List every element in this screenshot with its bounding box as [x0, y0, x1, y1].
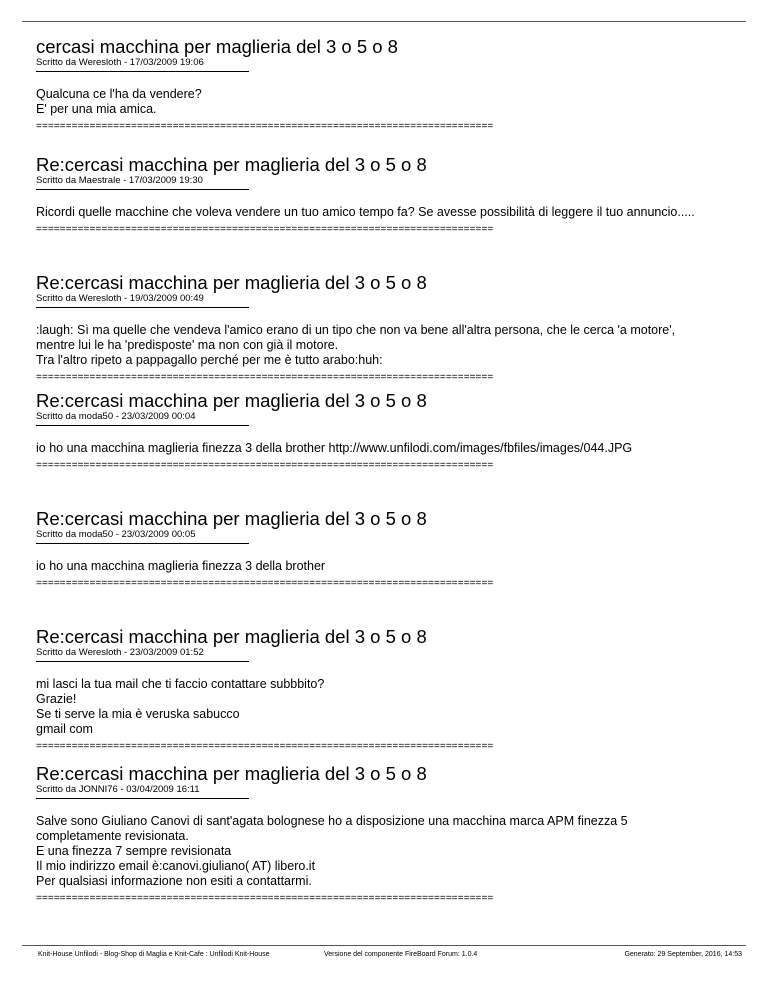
- post-meta: Scritto da JONNI76 - 03/04/2009 16:11: [36, 784, 200, 795]
- post-title: Re:cercasi macchina per maglieria del 3 o 5 o 8: [36, 508, 427, 529]
- post-body-line: Ricordi quelle macchine che voleva vendere un tuo amico tempo fa? Se avesse possibilità di leggere il tuo annuncio.....: [36, 205, 695, 219]
- post-body-line: Tra l'altro ripeto a pappagallo perché per me è tutto arabo:huh:: [36, 353, 383, 367]
- post-body-line: Qualcuna ce l'ha da vendere?: [36, 87, 202, 101]
- post-meta: Scritto da Maestrale - 17/03/2009 19:30: [36, 175, 203, 186]
- post: [36, 763, 736, 904]
- post-divider: [36, 425, 249, 426]
- post-body: [36, 205, 736, 220]
- post-body-line: completamente revisionata.: [36, 829, 189, 843]
- post-title: Re:cercasi macchina per maglieria del 3 o 5 o 8: [36, 390, 427, 411]
- post: [36, 391, 736, 509]
- post-title: Re:cercasi macchina per maglieria del 3 o 5 o 8: [36, 272, 427, 293]
- post-body: [36, 441, 736, 456]
- post-meta: Scritto da moda50 - 23/03/2009 00:04: [36, 411, 196, 422]
- post-meta: Scritto da moda50 - 23/03/2009 00:05: [36, 529, 196, 540]
- post-body-line: io ho una macchina maglieria finezza 3 della brother: [36, 559, 326, 573]
- post: [36, 273, 736, 391]
- post-body: [36, 814, 736, 889]
- post-body: [36, 323, 736, 368]
- post: [36, 509, 736, 627]
- post-meta: Scritto da Weresloth - 23/03/2009 01:52: [36, 647, 204, 658]
- post-list: [36, 36, 736, 904]
- post-divider: [36, 543, 249, 544]
- post-body-line: E una finezza 7 sempre revisionata: [36, 844, 232, 858]
- post: [36, 627, 736, 764]
- post-separator: =============================================================================: [36, 121, 494, 132]
- post-meta: Scritto da Weresloth - 17/03/2009 19:06: [36, 57, 204, 68]
- post-body: [36, 87, 736, 117]
- post-divider: [36, 661, 249, 662]
- post-separator: =============================================================================: [36, 741, 494, 752]
- post-title: Re:cercasi macchina per maglieria del 3 o 5 o 8: [36, 154, 427, 175]
- post-separator: =============================================================================: [36, 372, 494, 383]
- post-body-line: Salve sono Giuliano Canovi di sant'agata bolognese ho a disposizione una macchina marca APM finezza 5: [36, 814, 628, 828]
- post-title: Re:cercasi macchina per maglieria del 3 o 5 o 8: [36, 763, 427, 784]
- post-body-line: :laugh: Sì ma quelle che vendeva l'amico erano di un tipo che non va bene all'altra persona, che le cerca 'a motore',: [36, 323, 676, 337]
- post-body-line: mi lasci la tua mail che ti faccio contattare subbbito?: [36, 677, 325, 691]
- post-body-line: Per qualsiasi informazione non esiti a contattarmi.: [36, 874, 312, 888]
- post-body: [36, 559, 736, 574]
- post-separator: =============================================================================: [36, 893, 494, 904]
- post-body: [36, 677, 736, 737]
- post-body-line: Se ti serve la mia è veruska sabucco: [36, 707, 240, 721]
- post-title: Re:cercasi macchina per maglieria del 3 o 5 o 8: [36, 626, 427, 647]
- bottom-rule: [22, 945, 746, 946]
- post-title: cercasi macchina per maglieria del 3 o 5 o 8: [36, 36, 398, 57]
- post-meta: Scritto da Weresloth - 19/03/2009 00:49: [36, 293, 204, 304]
- post-body-line: E' per una mia amica.: [36, 102, 157, 116]
- post-divider: [36, 307, 249, 308]
- post: [36, 37, 736, 155]
- post-body-line: Grazie!: [36, 692, 77, 706]
- post-body-line: Il mio indirizzo email è:canovi.giuliano( AT) libero.it: [36, 859, 316, 873]
- post-body-line: gmail com: [36, 722, 93, 736]
- post-divider: [36, 798, 249, 799]
- footer-version: Versione del componente FireBoard Forum: 1.0.4: [324, 951, 478, 958]
- post-separator: =============================================================================: [36, 224, 494, 235]
- footer-generated: Generato: 29 September, 2016, 14:53: [624, 951, 742, 958]
- post-divider: [36, 189, 249, 190]
- footer-site-name: Knit-House Unfilodi - Blog-Shop di Maglia e Knit-Cafe : Unfilodi Knit-House: [38, 951, 270, 958]
- post-separator: =============================================================================: [36, 460, 494, 471]
- top-rule: [22, 21, 746, 22]
- post-divider: [36, 71, 249, 72]
- post-body-line: io ho una macchina maglieria finezza 3 della brother http://www.unfilodi.com/images/fbfiles/images/044.JPG: [36, 441, 633, 455]
- post-body-line: mentre lui le ha 'predisposte' ma non con già il motore.: [36, 338, 339, 352]
- post-separator: =============================================================================: [36, 578, 494, 589]
- post: [36, 155, 736, 273]
